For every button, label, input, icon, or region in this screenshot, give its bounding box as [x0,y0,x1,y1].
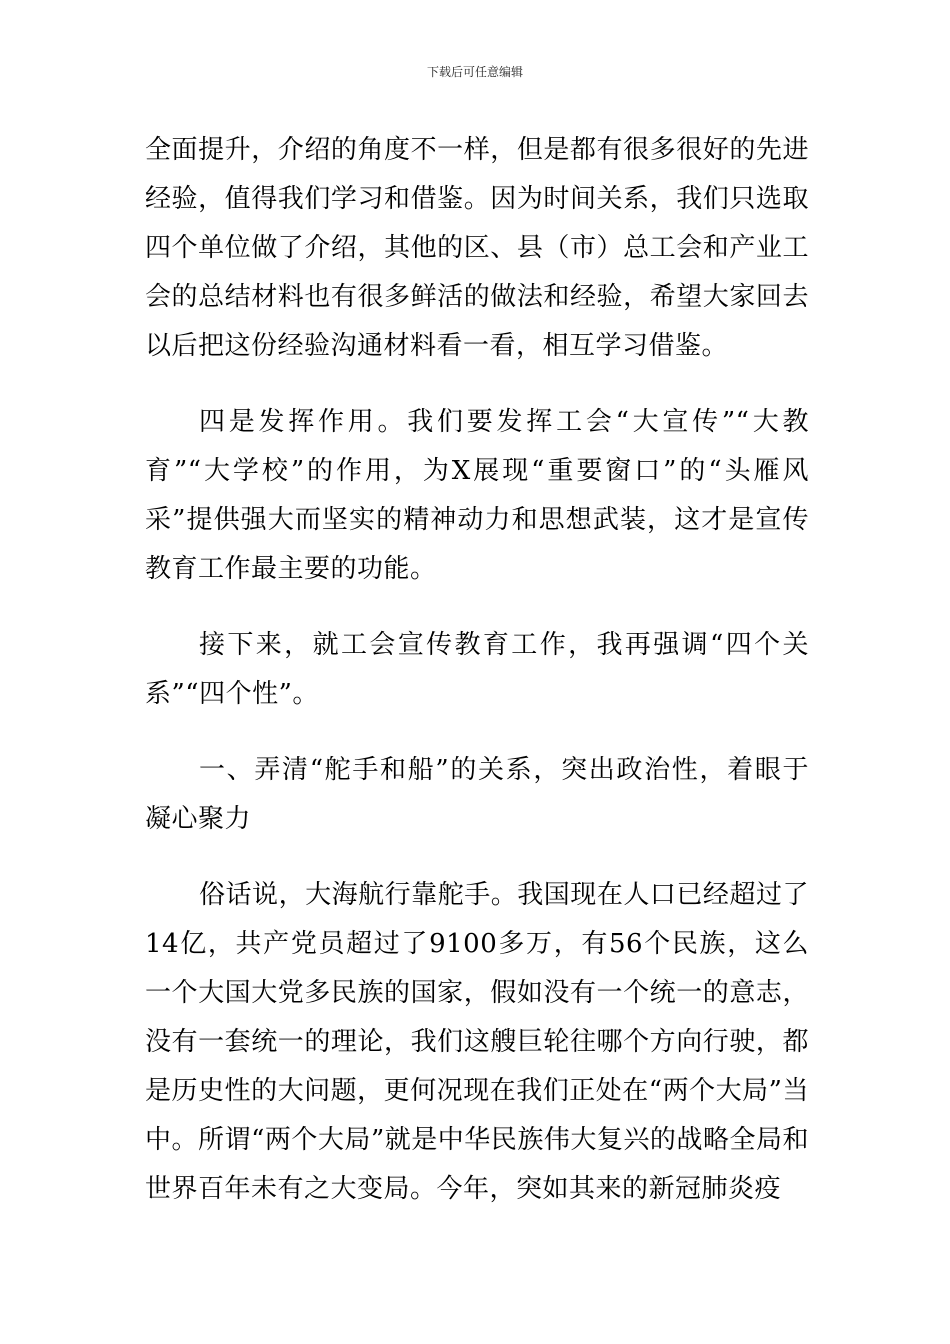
page-header: 下载后可任意编辑 [426,65,523,79]
paragraph-intro-four-relations: 接下来，就工会宣传教育工作，我再强调“四个关系”“四个性”。 [145,630,809,709]
paragraph-point-four: 四是发挥作用。我们要发挥工会“大宣传”“大教育”“大学校”的作用，为X展现“重要窗口”的“头雁风采”提供强大而坚实的精神动力和思想武装，这才是宣传教育工作最主要的功能。 [145,407,809,584]
paragraph-continuation: 全面提升，介绍的角度不一样，但是都有很多很好的先进经验，值得我们学习和借鉴。因为时间关系，我们只选取四个单位做了介绍，其他的区、县（市）总工会和产业工会的总结材料也有很多鲜活的做法和经验，希望大家回去以后把这份经验沟通材料看一看，相互学习借鉴。 [145,135,809,361]
document-body [145,126,809,1214]
section-heading-one: 一、弄清“舵手和船”的关系，突出政治性，着眼于凝心聚力 [145,755,809,834]
paragraph-helmsman: 俗话说，大海航行靠舵手。我国现在人口已经超过了14亿，共产党员超过了9100多万，有56个民族，这么一个大国大党多民族的国家，假如没有一个统一的意志，没有一套统一的理论，我们这艘巨轮往哪个方向行驶，都是历史性的大问题，更何况现在我们正处在“两个大局”当中。所谓“两个大局”就是中华民族伟大复兴的战略全局和世界百年未有之大变局。今年，突如其来的新冠肺炎疫 [145,880,809,1204]
